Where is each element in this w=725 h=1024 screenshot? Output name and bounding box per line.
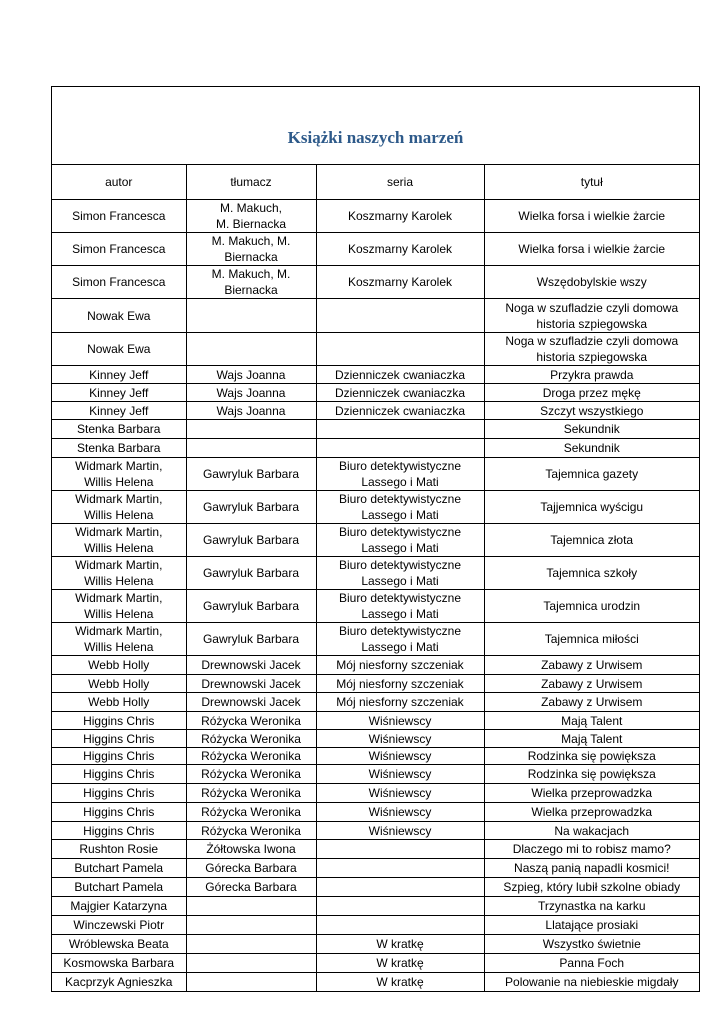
cell-seria: Biuro detektywistyczne Lassego i Mati [316,623,484,656]
cell-seria: Mój niesforny szczeniak [316,675,484,693]
header-tlumacz: tłumacz [186,165,316,200]
table-header-row [52,165,699,200]
table-row [52,954,699,973]
table-row [52,878,699,897]
cell-tytul: Panna Foch [484,954,699,973]
table-row [52,748,699,765]
cell-seria: Biuro detektywistyczne Lassego i Mati [316,590,484,623]
cell-autor: Wróblewska Beata [52,935,186,954]
cell-seria: W kratkę [316,935,484,954]
cell-autor: Widmark Martin, Willis Helena [52,524,186,557]
cell-tlumacz [186,916,316,935]
table-row [52,200,699,233]
cell-autor: Higgins Chris [52,803,186,822]
cell-tytul: Noga w szufladzie czyli domowa historia szpiegowska [484,333,699,366]
table-row [52,623,699,656]
table-row [52,402,699,420]
cell-tytul: Szpieg, który lubił szkolne obiady [484,878,699,897]
cell-tlumacz: M. Makuch, M. Biernacka [186,200,316,233]
cell-autor: Simon Francesca [52,266,186,299]
table-row [52,897,699,916]
table-row [52,916,699,935]
cell-tlumacz [186,439,316,458]
cell-tlumacz: Gawryluk Barbara [186,557,316,590]
cell-autor: Widmark Martin, Willis Helena [52,557,186,590]
cell-tlumacz: Różycka Weronika [186,765,316,784]
cell-seria: Dzienniczek cwaniaczka [316,366,484,384]
cell-tytul: Mają Talent [484,712,699,730]
title-box [52,87,699,165]
cell-tlumacz: M. Makuch, M. Biernacka [186,233,316,266]
cell-autor: Widmark Martin, Willis Helena [52,623,186,656]
cell-seria: W kratkę [316,973,484,992]
cell-seria: Wiśniewscy [316,730,484,748]
cell-seria: Koszmarny Karolek [316,266,484,299]
cell-tytul: Sekundnik [484,439,699,458]
header-seria: seria [316,165,484,200]
table-row [52,439,699,458]
cell-tytul: Naszą panią napadli kosmici! [484,859,699,878]
cell-tlumacz: Drewnowski Jacek [186,693,316,712]
cell-tlumacz [186,420,316,439]
cell-tytul: Sekundnik [484,420,699,439]
cell-tytul: Tajemnica miłości [484,623,699,656]
table-row [52,491,699,524]
cell-tlumacz: Różycka Weronika [186,803,316,822]
table-row [52,859,699,878]
cell-tlumacz: Wajs Joanna [186,366,316,384]
cell-autor: Higgins Chris [52,765,186,784]
table-row [52,233,699,266]
cell-tlumacz: Gawryluk Barbara [186,590,316,623]
cell-tytul: Tajemnica urodzin [484,590,699,623]
table-row [52,656,699,675]
table-row [52,935,699,954]
cell-seria: Dzienniczek cwaniaczka [316,402,484,420]
table-row [52,693,699,712]
cell-autor: Webb Holly [52,693,186,712]
cell-tlumacz [186,897,316,916]
cell-tlumacz: Drewnowski Jacek [186,656,316,675]
cell-tlumacz: Różycka Weronika [186,730,316,748]
table-row [52,524,699,557]
cell-tytul: Droga przez mękę [484,384,699,402]
cell-seria [316,878,484,897]
cell-seria [316,840,484,859]
cell-tlumacz: Górecka Barbara [186,878,316,897]
cell-tytul: Rodzinka się powiększa [484,765,699,784]
cell-tytul: Wielka forsa i wielkie żarcie [484,233,699,266]
cell-autor: Webb Holly [52,675,186,693]
cell-seria [316,333,484,366]
table-row [52,765,699,784]
cell-tlumacz: Różycka Weronika [186,748,316,765]
cell-tlumacz [186,935,316,954]
cell-autor: Kinney Jeff [52,384,186,402]
cell-autor: Rushton Rosie [52,840,186,859]
cell-autor: Majgier Katarzyna [52,897,186,916]
cell-autor: Webb Holly [52,656,186,675]
cell-seria: Biuro detektywistyczne Lassego i Mati [316,524,484,557]
cell-tytul: Mają Talent [484,730,699,748]
cell-seria [316,299,484,333]
cell-tytul: Llatające prosiaki [484,916,699,935]
cell-autor: Nowak Ewa [52,299,186,333]
cell-tytul: Zabawy z Urwisem [484,656,699,675]
cell-tytul: Rodzinka się powiększa [484,748,699,765]
cell-seria: Wiśniewscy [316,784,484,803]
cell-autor: Butchart Pamela [52,878,186,897]
cell-tytul: Tajemnica szkoły [484,557,699,590]
cell-tytul: Wielka forsa i wielkie żarcie [484,200,699,233]
cell-seria: Koszmarny Karolek [316,233,484,266]
table-row [52,840,699,859]
table-body [52,200,699,992]
cell-tlumacz: Żółtowska Iwona [186,840,316,859]
cell-seria [316,897,484,916]
cell-tytul: Wszystko świetnie [484,935,699,954]
cell-seria: Dzienniczek cwaniaczka [316,384,484,402]
cell-autor: Widmark Martin, Willis Helena [52,590,186,623]
cell-tytul: Na wakacjach [484,822,699,840]
cell-seria: Biuro detektywistyczne Lassego i Mati [316,491,484,524]
cell-autor: Widmark Martin, Willis Helena [52,491,186,524]
cell-seria: Koszmarny Karolek [316,200,484,233]
cell-seria: Mój niesforny szczeniak [316,693,484,712]
cell-tytul: Dlaczego mi to robisz mamo? [484,840,699,859]
cell-tlumacz: Wajs Joanna [186,384,316,402]
cell-tytul: Polowanie na niebieskie migdały [484,973,699,992]
cell-tytul: Wielka przeprowadzka [484,784,699,803]
books-table [52,165,699,991]
cell-autor: Higgins Chris [52,712,186,730]
cell-tytul: Tajemnica złota [484,524,699,557]
cell-tytul: Tajemnica gazety [484,458,699,491]
table-row [52,366,699,384]
cell-tlumacz [186,973,316,992]
cell-tlumacz: M. Makuch, M. Biernacka [186,266,316,299]
cell-seria: Wiśniewscy [316,712,484,730]
cell-tlumacz: Gawryluk Barbara [186,623,316,656]
cell-seria: Wiśniewscy [316,803,484,822]
table-row [52,675,699,693]
table-row [52,557,699,590]
cell-seria: Biuro detektywistyczne Lassego i Mati [316,557,484,590]
cell-seria [316,439,484,458]
table-row [52,384,699,402]
cell-tytul: Zabawy z Urwisem [484,693,699,712]
cell-autor: Kinney Jeff [52,402,186,420]
cell-autor: Higgins Chris [52,748,186,765]
cell-tytul: Wielka przeprowadzka [484,803,699,822]
cell-seria: Wiśniewscy [316,748,484,765]
cell-autor: Simon Francesca [52,233,186,266]
header-tytul: tytuł [484,165,699,200]
cell-seria [316,859,484,878]
cell-tlumacz: Różycka Weronika [186,784,316,803]
cell-tlumacz: Wajs Joanna [186,402,316,420]
cell-tlumacz: Gawryluk Barbara [186,524,316,557]
table-row [52,420,699,439]
cell-seria: Wiśniewscy [316,765,484,784]
cell-tlumacz: Drewnowski Jacek [186,675,316,693]
cell-seria: Biuro detektywistyczne Lassego i Mati [316,458,484,491]
header-autor: autor [52,165,186,200]
cell-autor: Kacprzyk Agnieszka [52,973,186,992]
table-row [52,712,699,730]
table-row [52,822,699,840]
cell-seria [316,420,484,439]
cell-seria: Wiśniewscy [316,822,484,840]
table-row [52,458,699,491]
table-row [52,730,699,748]
cell-autor: Higgins Chris [52,784,186,803]
cell-tytul: Przykra prawda [484,366,699,384]
table-row [52,784,699,803]
cell-tytul: Wszędobylskie wszy [484,266,699,299]
table-row [52,803,699,822]
cell-tlumacz: Górecka Barbara [186,859,316,878]
cell-seria [316,916,484,935]
page-title: Książki naszych marzeń [287,128,464,147]
cell-tlumacz: Gawryluk Barbara [186,458,316,491]
table-row [52,590,699,623]
cell-tytul: Szczyt wszystkiego [484,402,699,420]
cell-autor: Higgins Chris [52,822,186,840]
cell-tlumacz: Różycka Weronika [186,822,316,840]
cell-seria: W kratkę [316,954,484,973]
cell-tlumacz [186,954,316,973]
cell-autor: Winczewski Piotr [52,916,186,935]
cell-tlumacz [186,299,316,333]
cell-tytul: Zabawy z Urwisem [484,675,699,693]
cell-autor: Simon Francesca [52,200,186,233]
cell-tytul: Noga w szufladzie czyli domowa historia szpiegowska [484,299,699,333]
cell-autor: Widmark Martin, Willis Helena [52,458,186,491]
cell-tlumacz: Różycka Weronika [186,712,316,730]
table-row [52,299,699,333]
cell-autor: Kinney Jeff [52,366,186,384]
cell-tlumacz: Gawryluk Barbara [186,491,316,524]
cell-autor: Stenka Barbara [52,439,186,458]
cell-autor: Nowak Ewa [52,333,186,366]
cell-autor: Stenka Barbara [52,420,186,439]
cell-autor: Butchart Pamela [52,859,186,878]
cell-seria: Mój niesforny szczeniak [316,656,484,675]
cell-tlumacz [186,333,316,366]
book-list-sheet [51,86,700,992]
cell-tytul: Trzynastka na karku [484,897,699,916]
cell-autor: Higgins Chris [52,730,186,748]
table-row [52,266,699,299]
table-row [52,333,699,366]
cell-tytul: Tajjemnica wyścigu [484,491,699,524]
cell-autor: Kosmowska Barbara [52,954,186,973]
table-row [52,973,699,992]
